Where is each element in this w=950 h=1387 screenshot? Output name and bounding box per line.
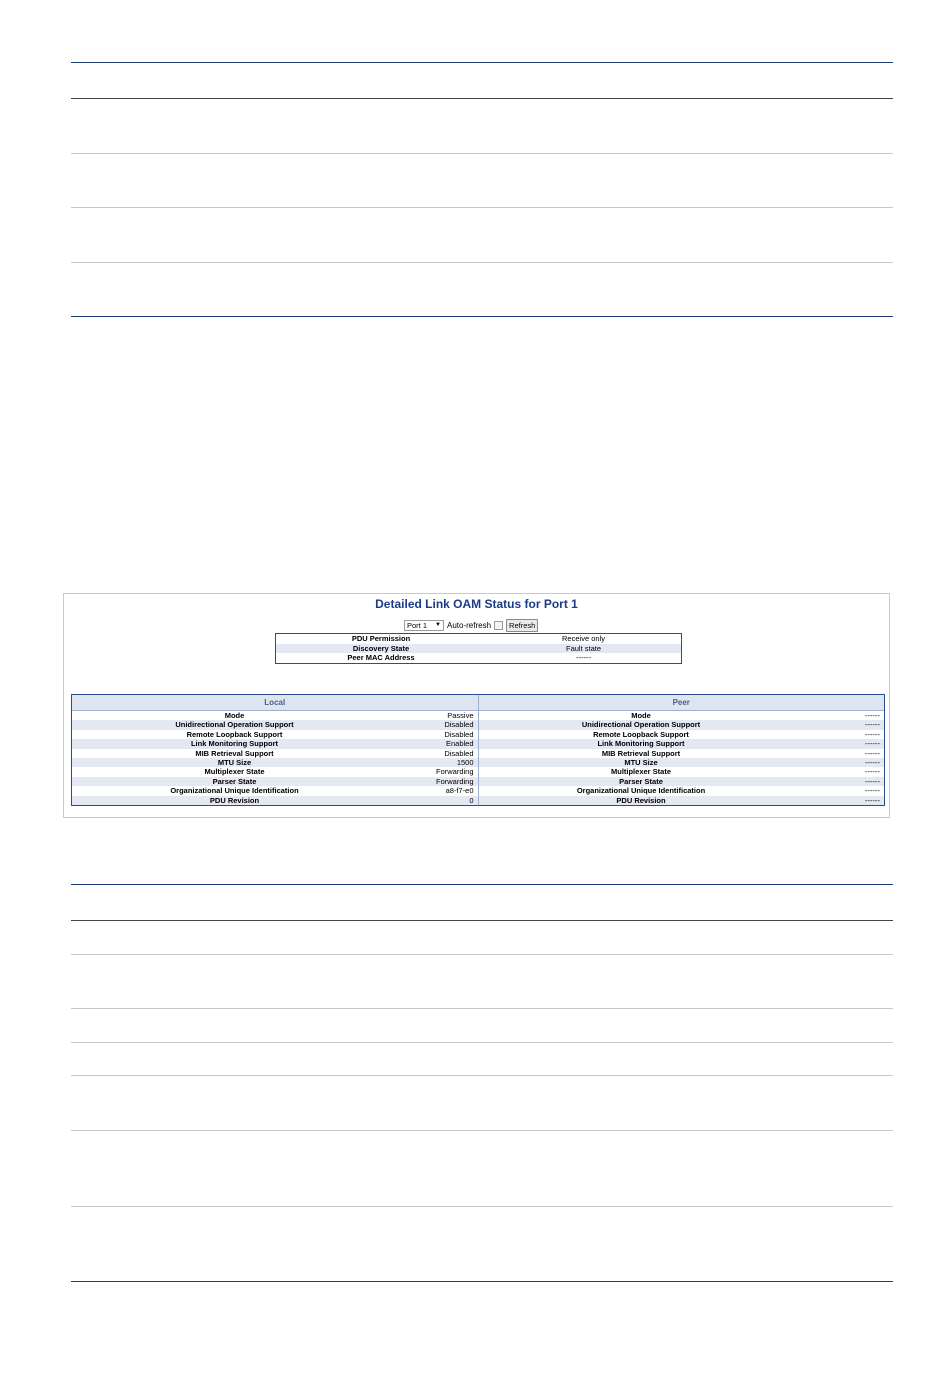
summary-row — [276, 644, 681, 654]
row-value: ------ — [865, 720, 880, 730]
table-row — [479, 749, 885, 758]
table-row — [72, 767, 478, 776]
table-row — [72, 749, 478, 758]
row-label: MIB Retrieval Support — [601, 748, 681, 758]
top-table-row-divider — [71, 207, 893, 208]
summary-value: Receive only — [562, 634, 605, 643]
refresh-button[interactable]: Refresh — [506, 619, 538, 632]
row-value: Forwarding — [435, 767, 474, 777]
table-row — [72, 796, 478, 805]
row-value: ------ — [865, 739, 880, 749]
summary-label: PDU Permission — [351, 634, 411, 643]
table-row — [72, 758, 478, 767]
row-label: Organizational Unique Identification — [170, 786, 299, 796]
row-value: ------ — [865, 711, 880, 720]
row-value: Enabled — [445, 739, 474, 749]
table-row — [479, 786, 885, 795]
row-label: Multiplexer State — [204, 767, 265, 777]
top-table-header-rule — [71, 98, 893, 99]
row-label: Remote Loopback Support — [186, 729, 283, 739]
row-label: Mode — [631, 711, 651, 720]
table-row — [479, 758, 885, 767]
local-header: Local — [72, 695, 478, 711]
table-row — [479, 796, 885, 805]
row-label: MTU Size — [624, 757, 658, 767]
row-label: Unidirectional Operation Support — [175, 720, 294, 730]
peer-column — [479, 695, 885, 805]
summary-row — [276, 634, 681, 644]
row-label: Mode — [224, 711, 245, 720]
row-value: ------ — [865, 729, 880, 739]
table-row — [72, 739, 478, 748]
row-value: ------ — [865, 795, 880, 805]
row-value: Disabled — [444, 720, 474, 730]
summary-table — [275, 633, 682, 664]
summary-value: Fault state — [565, 643, 602, 653]
panel-title: Detailed Link OAM Status for Port 1 — [375, 597, 578, 611]
table-row — [479, 720, 885, 729]
row-label: MTU Size — [217, 757, 252, 767]
row-label: Link Monitoring Support — [190, 739, 279, 749]
table-row — [72, 711, 478, 720]
bottom-table-row-divider — [71, 1075, 893, 1076]
row-value: a8-f7-e0 — [445, 786, 474, 796]
table-row — [72, 777, 478, 786]
bottom-table-row-divider — [71, 1130, 893, 1131]
port-select[interactable] — [404, 620, 444, 631]
summary-label: Discovery State — [352, 643, 410, 653]
peer-header: Peer — [479, 695, 885, 711]
row-label: Organizational Unique Identification — [576, 786, 706, 796]
control-row — [404, 618, 538, 632]
table-row — [479, 711, 885, 720]
row-label: Multiplexer State — [610, 767, 671, 777]
bottom-table-row-divider — [71, 1008, 893, 1009]
row-label: PDU Revision — [616, 795, 666, 805]
bottom-table-row-divider — [71, 954, 893, 955]
row-label: Remote Loopback Support — [593, 729, 689, 739]
table-row — [479, 730, 885, 739]
auto-refresh-label: Auto-refresh — [447, 620, 492, 630]
row-value: Forwarding — [435, 776, 474, 786]
row-value: Disabled — [444, 729, 474, 739]
bottom-table-header-rule — [71, 920, 893, 921]
top-table-bottom-rule — [71, 316, 893, 317]
bottom-table-row-divider — [71, 1042, 893, 1043]
row-label: Unidirectional Operation Support — [581, 720, 701, 730]
summary-value: ------ — [576, 653, 591, 662]
row-value: Disabled — [444, 748, 474, 758]
table-row — [72, 730, 478, 739]
local-peer-table — [71, 694, 885, 806]
row-label: MIB Retrieval Support — [195, 748, 274, 758]
row-label: Parser State — [619, 776, 663, 786]
table-row — [479, 739, 885, 748]
row-value: ------ — [865, 767, 880, 777]
row-value: ------ — [865, 776, 880, 786]
auto-refresh-checkbox[interactable] — [494, 621, 503, 630]
table-row — [479, 777, 885, 786]
row-value: ------ — [865, 757, 880, 767]
chevron-down-icon: ▼ — [435, 621, 441, 628]
port-select-value: Port 1 — [407, 620, 428, 630]
row-value: 0 — [469, 795, 474, 805]
summary-row — [276, 653, 681, 663]
top-table-row-divider — [71, 153, 893, 154]
top-table-top-rule — [71, 62, 893, 63]
row-label: Parser State — [212, 776, 257, 786]
local-column — [72, 695, 479, 805]
bottom-table-bottom-rule — [71, 1281, 893, 1282]
table-row — [479, 767, 885, 776]
row-value: ------ — [865, 748, 880, 758]
oam-status-panel — [63, 593, 890, 818]
row-value: Passive — [447, 711, 474, 720]
table-row — [72, 786, 478, 795]
row-label: PDU Revision — [209, 795, 260, 805]
bottom-table-top-rule — [71, 884, 893, 885]
bottom-table-row-divider — [71, 1206, 893, 1207]
row-value: 1500 — [456, 757, 474, 767]
row-label: Link Monitoring Support — [597, 739, 685, 749]
top-table-row-divider — [71, 262, 893, 263]
table-row — [72, 720, 478, 729]
row-value: ------ — [865, 786, 880, 796]
summary-label: Peer MAC Address — [347, 653, 415, 662]
